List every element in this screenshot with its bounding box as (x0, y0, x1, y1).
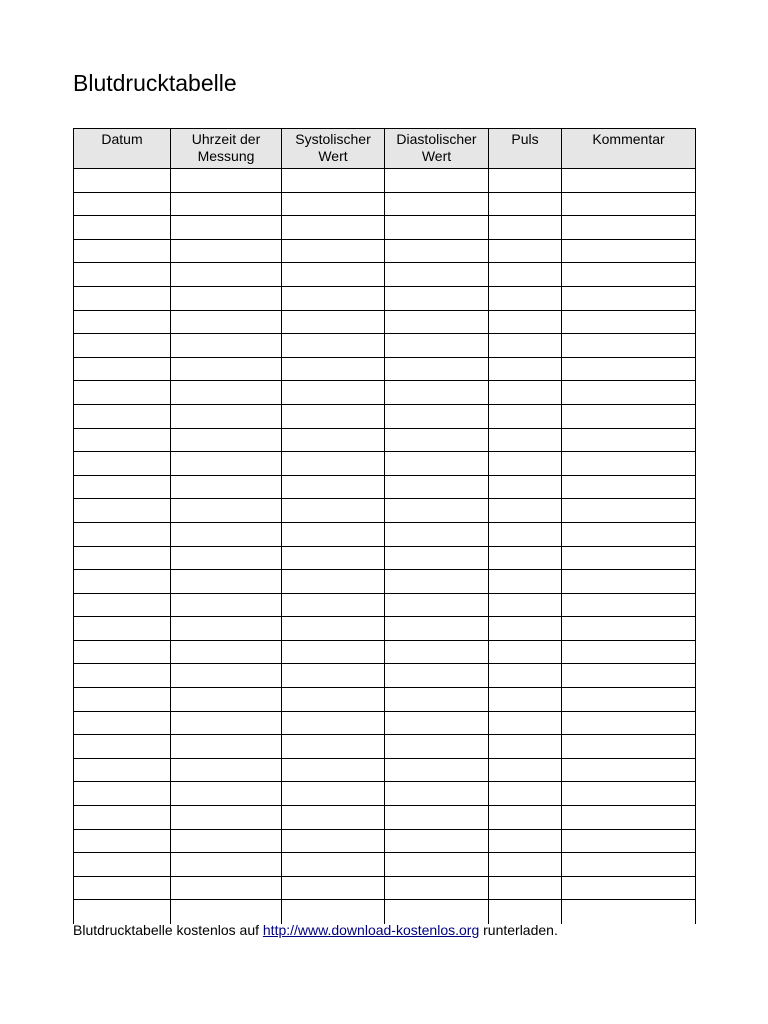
table-cell[interactable] (562, 570, 696, 594)
table-cell[interactable] (385, 522, 489, 546)
table-cell[interactable] (385, 452, 489, 476)
download-link[interactable]: http://www.download-kostenlos.org (262, 922, 480, 938)
table-cell[interactable] (282, 570, 385, 594)
table-cell[interactable] (171, 334, 282, 358)
table-cell[interactable] (74, 357, 171, 381)
table-cell[interactable] (74, 475, 171, 499)
table-cell[interactable] (171, 829, 282, 853)
table-cell[interactable] (74, 900, 171, 924)
table-cell[interactable] (171, 593, 282, 617)
table-cell[interactable] (171, 876, 282, 900)
table-cell[interactable] (489, 404, 562, 428)
table-cell[interactable] (171, 404, 282, 428)
table-cell[interactable] (74, 688, 171, 712)
table-cell[interactable] (385, 263, 489, 287)
table-cell[interactable] (489, 876, 562, 900)
table-cell[interactable] (385, 806, 489, 830)
table-cell[interactable] (562, 192, 696, 216)
table-cell[interactable] (562, 169, 696, 193)
table-row (74, 475, 696, 499)
table-row (74, 758, 696, 782)
table-row (74, 499, 696, 523)
table-cell[interactable] (562, 239, 696, 263)
table-row (74, 239, 696, 263)
column-header-puls: Puls (489, 129, 562, 169)
table-cell[interactable] (74, 735, 171, 759)
table-header-row (74, 129, 696, 169)
table-row (74, 404, 696, 428)
table-cell[interactable] (282, 617, 385, 641)
table-cell[interactable] (489, 735, 562, 759)
table-cell[interactable] (282, 640, 385, 664)
table-row (74, 310, 696, 334)
table-cell[interactable] (385, 334, 489, 358)
table-row (74, 782, 696, 806)
table-cell[interactable] (282, 452, 385, 476)
table-cell[interactable] (282, 735, 385, 759)
table-cell[interactable] (489, 617, 562, 641)
column-header-diastolisch: Diastolischer Wert (385, 129, 489, 169)
table-row (74, 263, 696, 287)
table-cell[interactable] (562, 310, 696, 334)
table-cell[interactable] (385, 499, 489, 523)
table-cell[interactable] (489, 169, 562, 193)
table-cell[interactable] (562, 216, 696, 240)
table-cell[interactable] (171, 192, 282, 216)
table-cell[interactable] (171, 570, 282, 594)
table-cell[interactable] (489, 286, 562, 310)
table-cell[interactable] (489, 593, 562, 617)
column-header-uhrzeit: Uhrzeit der Messung (171, 129, 282, 169)
table-cell[interactable] (282, 381, 385, 405)
table-cell[interactable] (562, 876, 696, 900)
table-cell[interactable] (171, 546, 282, 570)
table-cell[interactable] (74, 806, 171, 830)
table-cell[interactable] (489, 499, 562, 523)
table-cell[interactable] (282, 310, 385, 334)
footer-suffix: runterladen. (479, 922, 558, 938)
table-cell[interactable] (171, 617, 282, 641)
table-row (74, 617, 696, 641)
table-row (74, 381, 696, 405)
column-header-systolisch: Systolischer Wert (282, 129, 385, 169)
table-cell[interactable] (171, 357, 282, 381)
table-row (74, 357, 696, 381)
table-row (74, 216, 696, 240)
table-cell[interactable] (74, 310, 171, 334)
table-row (74, 286, 696, 310)
table-cell[interactable] (171, 711, 282, 735)
table-cell[interactable] (489, 829, 562, 853)
table-cell[interactable] (385, 570, 489, 594)
table-cell[interactable] (74, 263, 171, 287)
table-cell[interactable] (562, 664, 696, 688)
table-cell[interactable] (489, 216, 562, 240)
table-cell[interactable] (489, 570, 562, 594)
table-cell[interactable] (385, 900, 489, 924)
table-cell[interactable] (74, 617, 171, 641)
table-cell[interactable] (385, 688, 489, 712)
table-row (74, 876, 696, 900)
table-cell[interactable] (385, 876, 489, 900)
table-row (74, 169, 696, 193)
table-cell[interactable] (562, 546, 696, 570)
table-cell[interactable] (282, 263, 385, 287)
table-body (74, 169, 696, 924)
table-cell[interactable] (562, 853, 696, 877)
table-cell[interactable] (562, 475, 696, 499)
table-cell[interactable] (385, 428, 489, 452)
table-cell[interactable] (282, 876, 385, 900)
table-row (74, 829, 696, 853)
table-cell[interactable] (562, 522, 696, 546)
table-row (74, 900, 696, 924)
table-cell[interactable] (282, 900, 385, 924)
table-cell[interactable] (385, 735, 489, 759)
table-cell[interactable] (282, 357, 385, 381)
table-cell[interactable] (562, 900, 696, 924)
table-cell[interactable] (171, 452, 282, 476)
table-cell[interactable] (171, 239, 282, 263)
table-cell[interactable] (74, 381, 171, 405)
table-cell[interactable] (74, 404, 171, 428)
table-row (74, 570, 696, 594)
table-cell[interactable] (562, 758, 696, 782)
table-cell[interactable] (562, 593, 696, 617)
table-cell[interactable] (171, 522, 282, 546)
table-cell[interactable] (282, 664, 385, 688)
table-cell[interactable] (74, 593, 171, 617)
table-cell[interactable] (489, 711, 562, 735)
page-title: Blutdrucktabelle (73, 70, 237, 96)
table-cell[interactable] (489, 853, 562, 877)
table-cell[interactable] (74, 522, 171, 546)
table-cell[interactable] (74, 782, 171, 806)
table-cell[interactable] (562, 711, 696, 735)
table-cell[interactable] (385, 617, 489, 641)
table-cell[interactable] (171, 900, 282, 924)
table-cell[interactable] (282, 688, 385, 712)
table-cell[interactable] (171, 499, 282, 523)
table-cell[interactable] (385, 286, 489, 310)
table-row (74, 664, 696, 688)
table-cell[interactable] (489, 900, 562, 924)
table-cell[interactable] (385, 216, 489, 240)
table-cell[interactable] (282, 758, 385, 782)
table-cell[interactable] (489, 452, 562, 476)
table-cell[interactable] (74, 286, 171, 310)
table-cell[interactable] (385, 853, 489, 877)
table-cell[interactable] (171, 475, 282, 499)
table-cell[interactable] (562, 263, 696, 287)
column-header-datum: Datum (74, 129, 171, 169)
table-cell[interactable] (562, 499, 696, 523)
table-cell[interactable] (489, 475, 562, 499)
table-row (74, 546, 696, 570)
table-cell[interactable] (74, 640, 171, 664)
table-cell[interactable] (282, 475, 385, 499)
table-cell[interactable] (74, 711, 171, 735)
table-cell[interactable] (562, 334, 696, 358)
table-cell[interactable] (74, 570, 171, 594)
blood-pressure-table (73, 128, 696, 924)
table-row (74, 853, 696, 877)
table-cell[interactable] (282, 239, 385, 263)
table-cell[interactable] (489, 758, 562, 782)
table-cell[interactable] (562, 735, 696, 759)
table-cell[interactable] (171, 735, 282, 759)
table-cell[interactable] (489, 381, 562, 405)
table-cell[interactable] (282, 782, 385, 806)
table-cell[interactable] (282, 286, 385, 310)
table-cell[interactable] (385, 357, 489, 381)
table-cell[interactable] (282, 546, 385, 570)
table-cell[interactable] (74, 876, 171, 900)
table-cell[interactable] (562, 640, 696, 664)
table-cell[interactable] (385, 239, 489, 263)
table-cell[interactable] (282, 853, 385, 877)
table-cell[interactable] (562, 829, 696, 853)
table-cell[interactable] (171, 664, 282, 688)
table-row (74, 806, 696, 830)
table-cell[interactable] (282, 216, 385, 240)
table-cell[interactable] (282, 522, 385, 546)
table-cell[interactable] (282, 192, 385, 216)
table-cell[interactable] (489, 357, 562, 381)
table-cell[interactable] (489, 546, 562, 570)
table-row (74, 640, 696, 664)
table-cell[interactable] (282, 806, 385, 830)
table-cell[interactable] (489, 334, 562, 358)
table-row (74, 334, 696, 358)
table-cell[interactable] (385, 404, 489, 428)
table-row (74, 522, 696, 546)
table-cell[interactable] (74, 853, 171, 877)
table-cell[interactable] (385, 381, 489, 405)
table-cell[interactable] (489, 263, 562, 287)
table-cell[interactable] (385, 758, 489, 782)
table-cell[interactable] (74, 239, 171, 263)
table-cell[interactable] (489, 664, 562, 688)
table-cell[interactable] (385, 711, 489, 735)
table-row (74, 711, 696, 735)
table-cell[interactable] (385, 829, 489, 853)
table-cell[interactable] (74, 546, 171, 570)
table-cell[interactable] (562, 452, 696, 476)
table-cell[interactable] (385, 169, 489, 193)
table-cell[interactable] (562, 428, 696, 452)
table-cell[interactable] (282, 334, 385, 358)
table-row (74, 735, 696, 759)
table-cell[interactable] (489, 806, 562, 830)
table-cell[interactable] (385, 192, 489, 216)
table-cell[interactable] (562, 782, 696, 806)
table-cell[interactable] (74, 192, 171, 216)
footer-prefix: Blutdrucktabelle kostenlos auf (73, 922, 263, 938)
table-cell[interactable] (562, 357, 696, 381)
table-cell[interactable] (74, 452, 171, 476)
table-cell[interactable] (282, 169, 385, 193)
table-cell[interactable] (489, 192, 562, 216)
table-cell[interactable] (171, 216, 282, 240)
table-row (74, 452, 696, 476)
table-cell[interactable] (562, 688, 696, 712)
table-cell[interactable] (282, 499, 385, 523)
table-cell[interactable] (562, 617, 696, 641)
table-cell[interactable] (385, 475, 489, 499)
table-row (74, 593, 696, 617)
table-cell[interactable] (171, 286, 282, 310)
table-cell[interactable] (562, 286, 696, 310)
table-cell[interactable] (489, 239, 562, 263)
column-header-kommentar: Kommentar (562, 129, 696, 169)
table-cell[interactable] (171, 310, 282, 334)
table-cell[interactable] (385, 664, 489, 688)
table-cell[interactable] (171, 758, 282, 782)
table-cell[interactable] (171, 263, 282, 287)
table-cell[interactable] (282, 428, 385, 452)
table-cell[interactable] (489, 688, 562, 712)
table-cell[interactable] (282, 593, 385, 617)
footer-note (73, 921, 558, 939)
table-cell[interactable] (489, 428, 562, 452)
table-cell[interactable] (282, 404, 385, 428)
table-cell[interactable] (562, 381, 696, 405)
table-cell[interactable] (171, 853, 282, 877)
table-cell[interactable] (385, 546, 489, 570)
table-cell[interactable] (282, 711, 385, 735)
table-cell[interactable] (74, 334, 171, 358)
table-cell[interactable] (171, 782, 282, 806)
table-cell[interactable] (385, 782, 489, 806)
table-cell[interactable] (74, 499, 171, 523)
table-cell[interactable] (282, 829, 385, 853)
table-cell[interactable] (489, 522, 562, 546)
table-cell[interactable] (74, 169, 171, 193)
table-cell[interactable] (171, 381, 282, 405)
table-cell[interactable] (74, 829, 171, 853)
table-cell[interactable] (171, 640, 282, 664)
table-cell[interactable] (74, 664, 171, 688)
table-cell[interactable] (74, 758, 171, 782)
table-row (74, 688, 696, 712)
table-cell[interactable] (171, 169, 282, 193)
table-cell[interactable] (385, 640, 489, 664)
table-row (74, 192, 696, 216)
table-row (74, 428, 696, 452)
table-cell[interactable] (385, 593, 489, 617)
table-cell[interactable] (562, 806, 696, 830)
table-cell[interactable] (489, 310, 562, 334)
table-cell[interactable] (171, 688, 282, 712)
table-cell[interactable] (74, 428, 171, 452)
table-cell[interactable] (385, 310, 489, 334)
table-cell[interactable] (171, 806, 282, 830)
table-cell[interactable] (489, 782, 562, 806)
table-cell[interactable] (562, 404, 696, 428)
table-cell[interactable] (489, 640, 562, 664)
table-cell[interactable] (171, 428, 282, 452)
table-cell[interactable] (74, 216, 171, 240)
